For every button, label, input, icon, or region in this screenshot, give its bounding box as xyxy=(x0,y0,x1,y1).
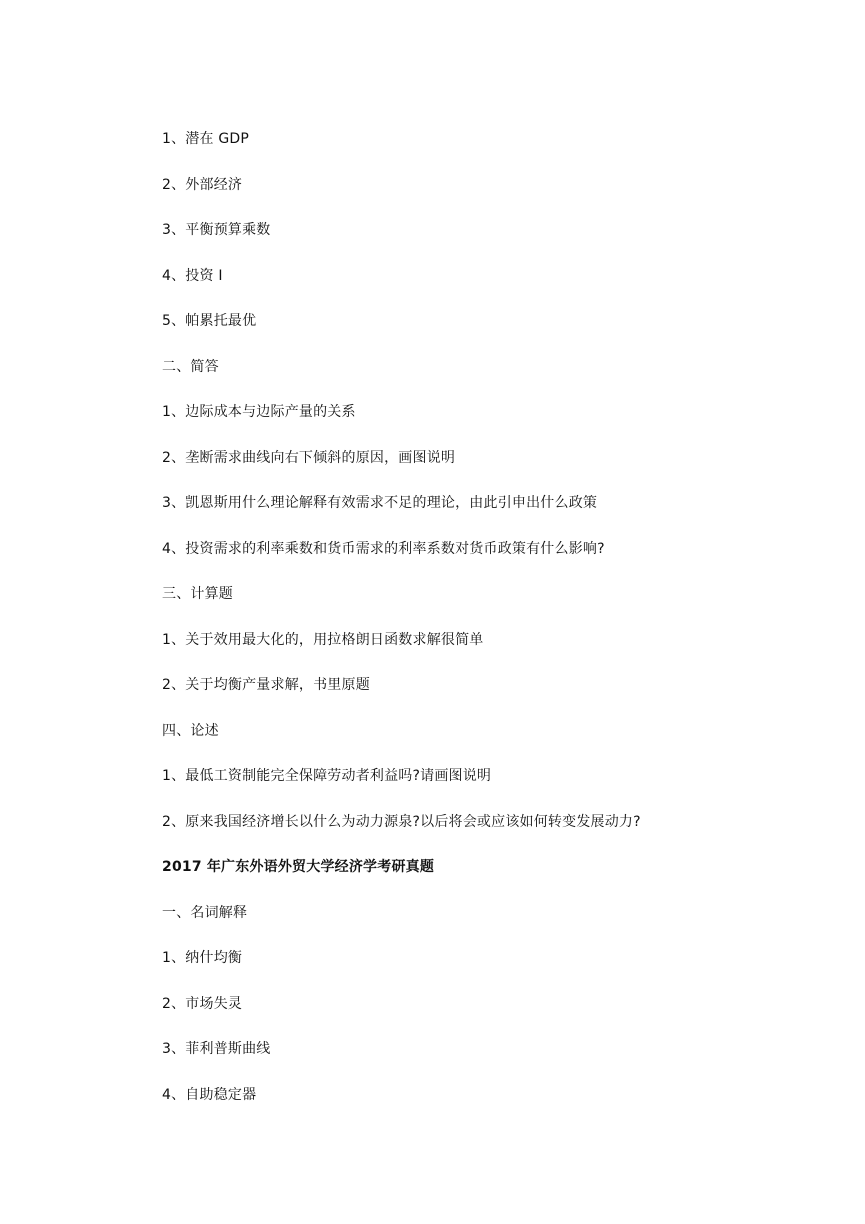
line-item: 1、潜在 GDP xyxy=(162,131,250,147)
section-heading: 一、名词解释 xyxy=(162,904,248,921)
line-item: 1、纳什均衡 xyxy=(162,950,243,966)
line-item: 2、市场失灵 xyxy=(162,995,243,1012)
line-item: 2、关于均衡产量求解，书里原题 xyxy=(162,677,370,693)
line-item: 4、自助稳定器 xyxy=(162,1086,257,1103)
exam-title: 2017 年广东外语外贸大学经济学考研真题 xyxy=(162,859,435,875)
line-item: 3、平衡预算乘数 xyxy=(162,222,271,238)
line-item: 1、最低工资制能完全保障劳动者利益吗?请画图说明 xyxy=(162,768,492,784)
line-item: 5、帕累托最优 xyxy=(162,313,257,329)
section-heading: 二、简答 xyxy=(162,358,219,375)
line-item: 4、投资 I xyxy=(162,267,223,284)
line-item: 1、关于效用最大化的，用拉格朗日函数求解很简单 xyxy=(162,631,484,648)
line-item: 3、菲利普斯曲线 xyxy=(162,1041,271,1057)
line-item: 2、原来我国经济增长以什么为动力源泉?以后将会或应该如何转变发展动力? xyxy=(162,813,641,830)
line-item: 3、凯恩斯用什么理论解释有效需求不足的理论，由此引申出什么政策 xyxy=(162,495,598,511)
section-heading: 四、论述 xyxy=(162,722,219,739)
document-body xyxy=(162,126,822,1127)
line-item: 4、投资需求的利率乘数和货币需求的利率系数对货币政策有什么影响? xyxy=(162,540,605,557)
line-item: 2、外部经济 xyxy=(162,176,243,193)
section-heading: 三、计算题 xyxy=(162,586,233,602)
line-item: 2、垄断需求曲线向右下倾斜的原因，画图说明 xyxy=(162,449,456,466)
line-item: 1、边际成本与边际产量的关系 xyxy=(162,404,356,420)
